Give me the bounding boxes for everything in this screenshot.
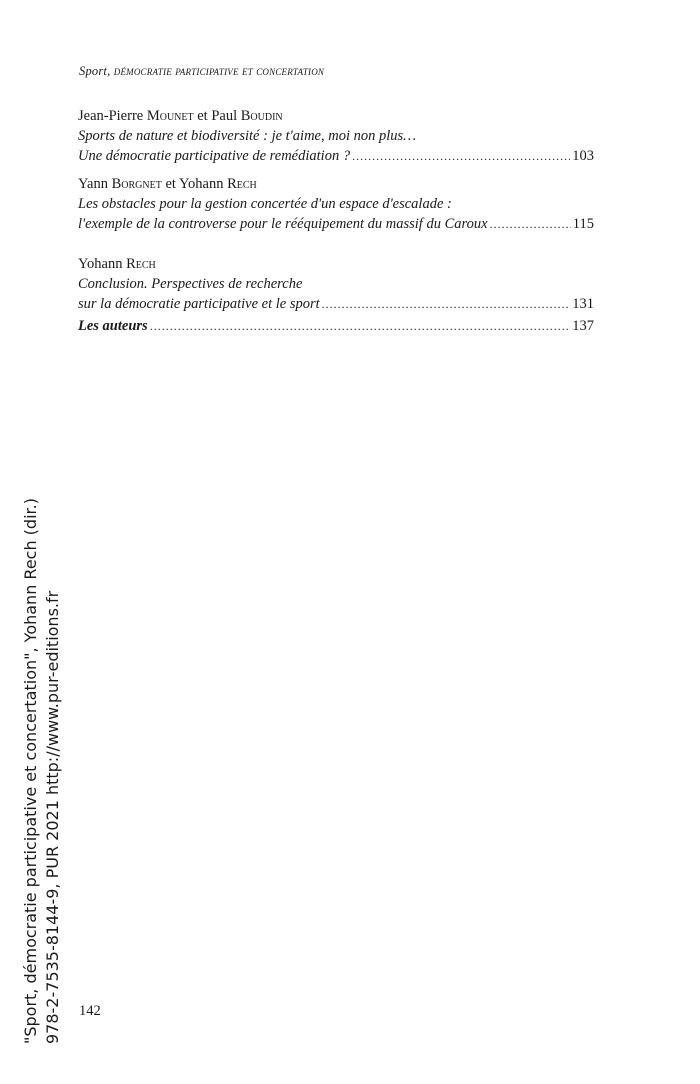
toc-entry-leader-line [78,214,594,234]
author-join: et [161,176,180,192]
toc-entry-authors [78,254,594,274]
author-first-name: Yohann [78,256,127,272]
toc-entry-title-line1: Conclusion. Perspectives de recherche [78,276,303,292]
author-join: et [193,108,212,124]
toc-entry-leader-line [78,294,594,314]
toc-entry-title-line2: l'exemple de la controverse pour le rééquipement du massif du Caroux [78,216,488,232]
toc-entry-title-line1: Les obstacles pour la gestion concertée d'un espace d'escalade : [78,196,452,212]
toc-entry-title-line2: sur la démocratie participative et le sport [78,296,320,312]
toc-entry[interactable] [78,316,594,336]
author-first-name: Jean-Pierre [78,108,147,124]
toc-page-number: 103 [572,148,594,164]
toc-entry-authors [78,174,594,194]
toc-entry-title-line1: Sports de nature et biodiversité : je t'aime, moi non plus… [78,128,417,144]
toc-entry-authors [78,106,594,126]
watermark-line1: "Sport, démocratie participative et concertation", Yohann Rech (dir.) [21,498,40,1044]
toc-entry-leader-line [78,316,594,336]
rotated-watermark [20,498,64,1044]
author-last-name: Borgnet [111,176,162,192]
toc-entry[interactable] [78,254,594,314]
page-number: 142 [79,1003,101,1019]
author-first-name: Yohann [179,176,228,192]
dot-leader [150,316,571,336]
toc-entry-title-line2: Une démocratie participative de remédiation ? [78,148,351,164]
author-last-name: Rech [227,176,257,192]
author-last-name: Boudin [240,108,283,124]
running-header-title-start: Sport, [79,64,111,78]
toc-page-number: 137 [572,318,594,334]
running-header [79,64,324,79]
running-header-title-rest: démocratie participative et concertation [113,64,325,78]
dot-leader [322,294,571,314]
toc-entry-label: Les auteurs [78,318,148,334]
watermark-line2: 978-2-7535-8144-9, PUR 2021 http://www.pur-editions.fr [43,590,62,1044]
toc-entry[interactable] [78,174,594,234]
author-last-name: Mounet [146,108,194,124]
author-first-name: Paul [211,108,241,124]
author-last-name: Rech [126,256,156,272]
toc-entry-leader-line [78,146,594,166]
toc-page-number: 131 [572,296,594,312]
toc-page-number: 115 [572,216,594,232]
dot-leader [352,146,570,166]
toc-entry[interactable] [78,106,594,166]
dot-leader [490,214,571,234]
author-first-name: Yann [78,176,112,192]
